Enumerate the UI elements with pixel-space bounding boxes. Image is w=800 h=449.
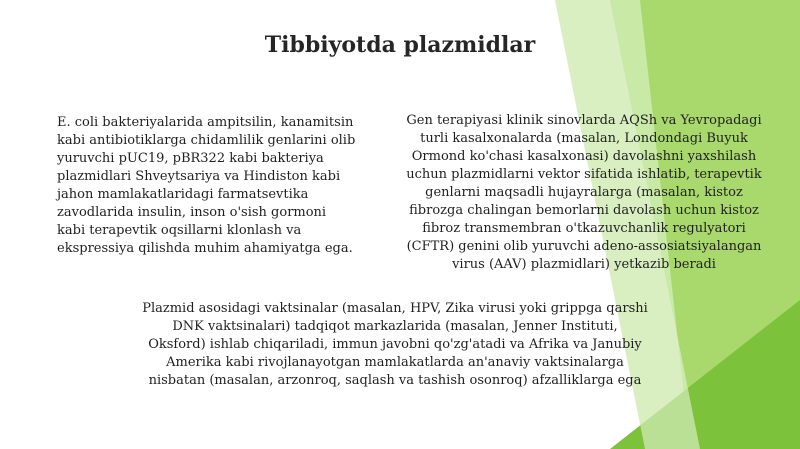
- left-paragraph: E. coli bakteriyalarida ampitsilin, kanamitsin kabi antibiotiklarga chidamlilik genlarini olib yuruvchi pUC19, pBR322 kabi bakteriya plazmidlari Shveytsariya va Hindiston kabi jahon mamlakatlaridagi farmatsevtika zavodlarida insulin, inson o'sish gormoni kabi terapevtik oqsillarni klonlash va ekspressiya qilishda muhim ahamiyatga ega.: [57, 115, 356, 256]
- bottom-paragraph: Plazmid asosidagi vaktsinalar (masalan, HPV, Zika virusi yoki grippga qarshi DNK vaktsinalari) tadqiqot markazlarida (masalan, Jenner Instituti, Oksford) ishlab chiqariladi, immun javobni qo'zg'atadi va Afrika va Janubiy Amerika kabi rivojlanayotgan mamlakatlarda an'anaviy vaktsinalarga nisbatan (masalan, arzonroq, saqlash va tashish osonroq) afzalliklarga ega: [142, 301, 648, 388]
- slide-title: Tibbiyotda plazmidlar: [264, 32, 536, 58]
- right-paragraph: Gen terapiyasi klinik sinovlarda AQSh va Yevropadagi turli kasalxonalarda (masalan, Londondagi Buyuk Ormond ko'chasi kasalxonasi) davolashni yaxshilash uchun plazmidlarni vektor sifatida ishlatib, terapevtik genlarni maqsadli hujayralarga (masalan, kistoz fibrozga chalingan bemorlarni davolash uchun kistoz fibroz transmembran o'tkazuvchanlik regulyatori (CFTR) genini olib yuruvchi adeno-assosiatsiyalangan virus (AAV) plazmidlari) yetkazib beradi: [406, 113, 762, 272]
